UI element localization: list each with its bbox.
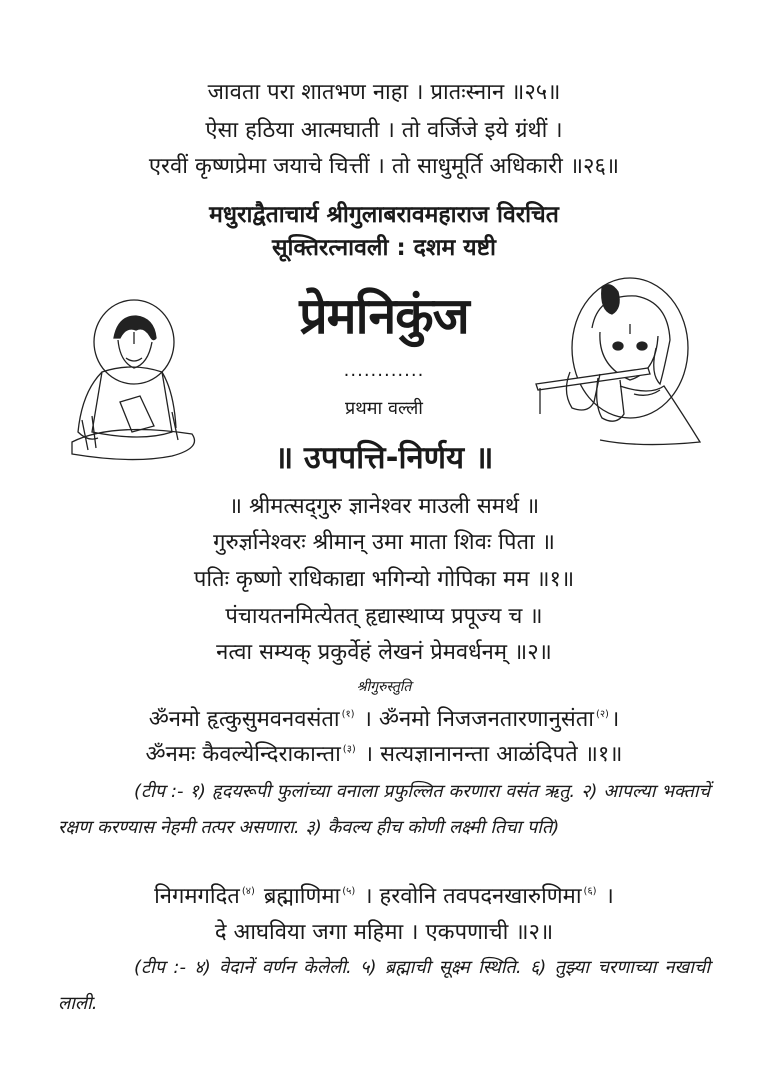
footnote-marker: (३) (342, 744, 356, 755)
footnote-text: (टीप :- ४) वेदानें वर्णन केलेली. ५) ब्रह्माची सूक्ष्म स्थिति. ६) तुझ्या (134, 957, 590, 978)
section-label: प्रथमा वल्ली (345, 398, 423, 419)
invocation-line: पंचायतनमित्येतत् हृद्यास्थाप्य प्रपूज्य च ॥ (225, 604, 543, 629)
seated-saint-illustration (62, 292, 202, 472)
page-title: प्रेमनिकुंज (299, 287, 469, 345)
verse-text: । (598, 884, 614, 909)
stuti-line: दे आघविया जगा महिमा । एकपणाची ॥२॥ (214, 920, 554, 945)
stuti-line (0, 738, 768, 768)
verse-line: एरवीं कृष्णप्रेमा जयाचे चित्तीं । तो साधुमूर्ति अधिकारी ॥२६॥ (148, 154, 620, 179)
invocation-line: ॥ श्रीमत्सद्‌गुरु ज्ञानेश्वर माउली समर्थ ॥ (228, 494, 540, 519)
footnote-text: चरणाच्या नखाची लाली. (58, 957, 710, 1014)
footnote-text: आपल्या भक्ताचें रक्षण करण्यास नेहमी तत्पर असणारा. ३) कैवल्य हीच कोणी लक्ष्मी तिचा पति) (58, 781, 710, 838)
invocation-line: पतिः कृष्णो राधिकाद्या भगिन्यो गोपिका मम ॥१॥ (193, 567, 575, 592)
verse-text: ॐनमो हृत्कुसुमवनवसंता (148, 707, 340, 732)
verse-line: ऐसा हठिया आत्मघाती । तो वर्जिजे इये ग्रंथीं । (205, 118, 563, 143)
verse-text: ॐनमः कैवल्येन्दिराकान्ता (145, 742, 341, 767)
footnote-marker: (४) (241, 886, 255, 897)
footnote-block (58, 950, 710, 1022)
krishna-flute-illustration (530, 268, 705, 448)
verse-text: । सत्यज्ञानानन्ता आळंदिपते ॥१॥ (357, 742, 623, 767)
footnote-marker: (१) (341, 709, 355, 720)
verse-text: । हरवोनि तवपदनखारुणिमा (357, 884, 582, 909)
invocation-line: नत्वा सम्यक् प्रकुर्वेहं लेखनं प्रेमवर्धनम् ॥२॥ (216, 640, 552, 665)
stuti-line (0, 703, 768, 733)
chapter-title: ॥ उपपत्ति-निर्णय ॥ (274, 440, 494, 476)
footnote-marker: (२) (595, 709, 609, 720)
separator: ............ (343, 360, 425, 381)
footnote-block (58, 774, 710, 846)
footnote-marker: (५) (342, 886, 356, 897)
footnote-text: (टीप :- १) हृदयरूपी फुलांच्या वनाला प्रफुल्लित करणारा वसंत ऋतु. २) (134, 781, 598, 802)
work-heading: सूक्तिरत्नावली : दशम यष्टी (271, 235, 497, 261)
verse-text: ब्रह्माणिमा (256, 884, 341, 909)
stuti-caption: श्रीगुरुस्तुति (356, 679, 412, 695)
verse-text: । ॐनमो निजजनतारणानुसंता (356, 707, 594, 732)
verse-text: निगमगदित (154, 884, 240, 909)
verse-line: जावता परा शातभण नाहा । प्रातःस्नान ॥२५॥ (207, 80, 561, 105)
verse-text: । (610, 707, 620, 732)
stuti-line (0, 880, 768, 910)
author-heading: मधुराद्वैताचार्य श्रीगुलाबरावमहाराज विरचित (209, 202, 559, 228)
invocation-line: गुरुर्ज्ञानेश्वरः श्रीमान् उमा माता शिवः पिता ॥ (213, 530, 555, 555)
footnote-marker: (६) (583, 886, 597, 897)
